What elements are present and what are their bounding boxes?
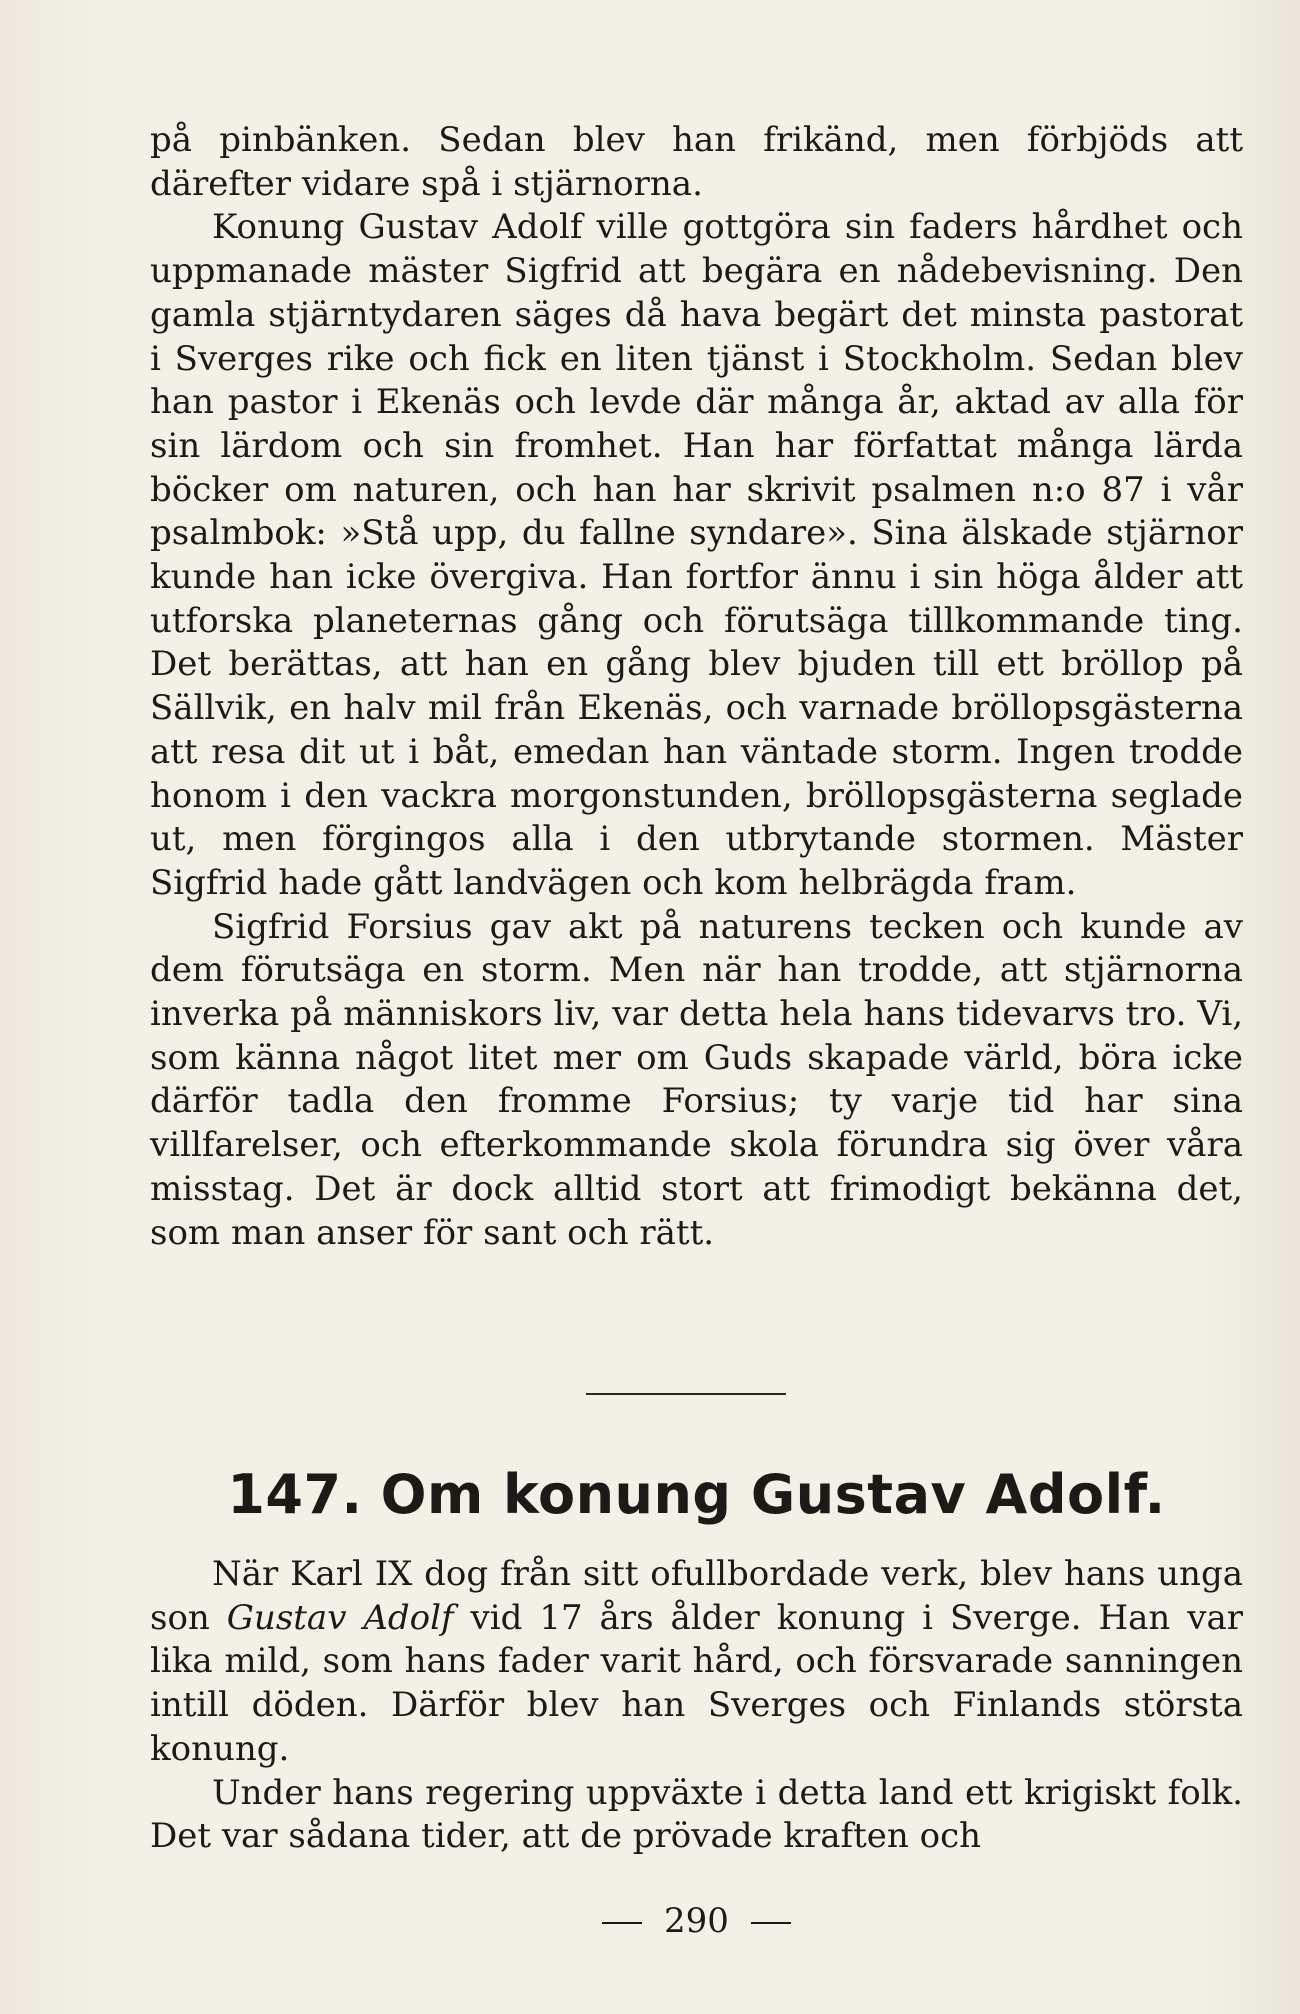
- paragraph-gustav-adolf-reward: Konung Gustav Adolf ville gottgöra sin faders hårdhet och uppmanade mäster Sigfrid att begära en nådebevisning. Den gamla stjärntydaren säges då hava begärt det minsta pastorat i Sverges rike och fick en liten tjänst i Stockholm. Sedan blev han pastor i Ekenäs och levde där många år, aktad av alla för sin lärdom och sin fromhet. Han har författat många lärda böcker om naturen, och han har skrivit psalmen n:o 87 i vår psalmbok: »Stå upp, du fallne syndare». Sina älskade stjärnor kunde han icke övergiva. Han fortfor ännu i sin höga ålder att utforska planeternas gång och förutsäga tillkommande ting. Det berättas, att han en gång blev bjuden till ett bröllop på Sällvik, en halv mil från Ekenäs, och varnade bröllopsgästerna att resa dit ut i båt, emedan han väntade storm. Ingen trodde honom i den vackra morgonstunden, bröllopsgästerna seglade ut, men förgingos alla i den utbrytande stormen. Mäster Sigfrid hade gått landvägen och kom helbrägda fram.: [150, 207, 1243, 903]
- top-text-block: [150, 119, 1243, 1255]
- name-gustav-adolf: Gustav Adolf: [226, 1597, 454, 1638]
- page-number-dash-left: [602, 1922, 642, 1924]
- page-number-dash-right: [751, 1922, 791, 1924]
- paragraph-continuation: på pinbänken. Sedan blev han frikänd, men förbjöds att därefter vidare spå i stjärnorna.: [150, 120, 1243, 204]
- paragraph-forsius-reflection: Sigfrid Forsius gav akt på naturens tecken och kunde av dem förutsäga en storm. Men när han trodde, att stjärnorna inverka på människors liv, var detta hela hans tidevarvs tro. Vi, som känna något litet mer om Guds skapade värld, böra icke därför tadla den fromme Forsius; ty varje tid har sina villfarelser, och efterkommande skola förundra sig över våra misstag. Det är dock alltid stort att frimodigt bekänna det, som man anser för sant och rätt.: [150, 906, 1243, 1253]
- bottom-text-block: [150, 1553, 1243, 1859]
- paragraph-regering: Under hans regering uppväxte i detta land ett krigiskt folk. Det var sådana tider, att de prövade kraften och: [150, 1772, 1243, 1857]
- chapter-number: 147.: [227, 1463, 363, 1526]
- paragraph-karl-ix-end: vid 17 års ålder konung i Sverge. Han var lika mild, som hans fader varit hård, och försvarade sanningen intill döden. Därför blev han Sverges och Finlands största konung.: [150, 1597, 1244, 1769]
- page-number-value: 290: [664, 1901, 729, 1941]
- section-divider: [586, 1393, 786, 1395]
- paragraph-karl-ix-start: När Karl IX dog från sitt ofullbordade verk, blev hans unga son: [150, 1554, 1243, 1638]
- chapter-heading: [150, 1460, 1243, 1530]
- page-number: [150, 1899, 1243, 1943]
- paragraph-karl-ix: [150, 1553, 1243, 1772]
- chapter-title: Om konung Gustav Adolf.: [380, 1463, 1166, 1526]
